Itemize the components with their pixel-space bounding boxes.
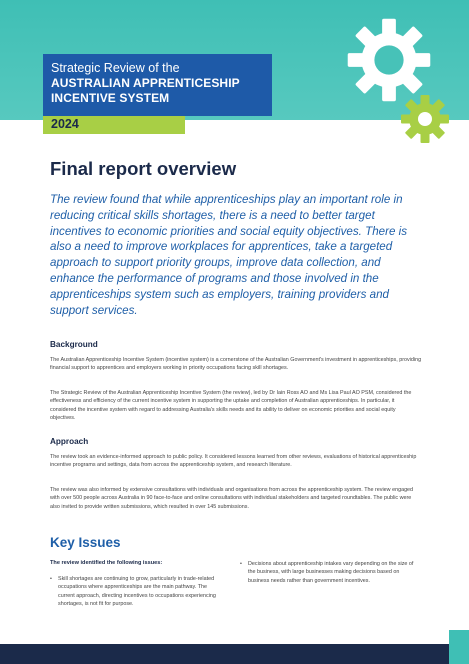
year-label: 2024	[51, 117, 79, 131]
issue-text: Skill shortages are continuing to grow, particularly in trade-related occupations where apprenticeships are the main pathway. The current approach, directing incentives to occupations experiencing shortages, is not fit for purpose.	[58, 576, 216, 607]
list-item	[50, 575, 225, 608]
approach-paragraph-2: The review was also informed by extensive consultations with individuals and organisations from across the apprenticeship system. The review engaged with over 500 people across Australia in 90 face-to-face and online consultations with individual stakeholders and targeted roundtables. The public were also invited to provide written submissions, which resulted in over 145 submissions.	[50, 487, 414, 510]
bullet-icon: •	[240, 561, 242, 567]
approach-paragraph-1: The review took an evidence-informed approach to public policy. It considered lessons learned from other reviews, evaluations of historical apprenticeship incentive programs and settings, data from across the apprenticeship system, and research literature.	[50, 454, 417, 469]
issues-list-left	[50, 575, 225, 608]
background-paragraph-2: The Strategic Review of the Australian Apprenticeship Incentive System (the review), led by Dr Iain Ross AO and Ms Lisa Paul AO PSM, considered the effectiveness and efficiency of the current incentive system in supporting the uptake and completion of Australian apprenticeships. In particular, it considered the incentive system with regard to addressing Australia's skills needs and its ability to deliver on economic priorities and social equity objectives.	[50, 390, 412, 421]
intro-summary: The review found that while apprenticeships play an important role in reducing critical skills shortages, there is a need to better target incentives to economic priorities and social equity objectives. There is also a need to improve workplaces for apprentices, take a targeted approach to support priority groups, improve data collection, and enhance the performance of programs and those involved in the apprenticeships system such as employers, training providers and support services.	[50, 193, 408, 317]
gear-icon	[346, 17, 432, 103]
issues-list-right	[240, 560, 415, 585]
key-issues-intro: The review identified the following issues:	[50, 560, 163, 566]
bullet-icon: •	[50, 576, 52, 582]
issue-text: Decisions about apprenticeship intakes vary depending on the size of the business, with large businesses making decisions based on business needs rather than government incentives.	[248, 561, 414, 584]
page-title: Final report overview	[50, 158, 237, 179]
approach-heading: Approach	[50, 437, 89, 446]
title-line-3: INCENTIVE SYSTEM	[51, 91, 170, 105]
footer-bar	[0, 644, 469, 664]
list-item	[240, 560, 415, 585]
footer-accent-tab	[449, 630, 469, 664]
background-heading: Background	[50, 340, 98, 349]
key-issues-heading: Key Issues	[50, 535, 121, 550]
year-badge	[43, 116, 185, 134]
title-line-2: AUSTRALIAN APPRENTICESHIP	[51, 76, 240, 90]
background-paragraph-1: The Australian Apprenticeship Incentive System (incentive system) is a cornerstone of the Australian Government's investment in apprenticeships, providing financial support to apprentices and employers working in priority occupations facing skill shortages.	[50, 357, 422, 372]
title-line-1: Strategic Review of the	[51, 61, 180, 75]
gear-icon	[400, 94, 450, 144]
document-title-box	[43, 54, 272, 116]
